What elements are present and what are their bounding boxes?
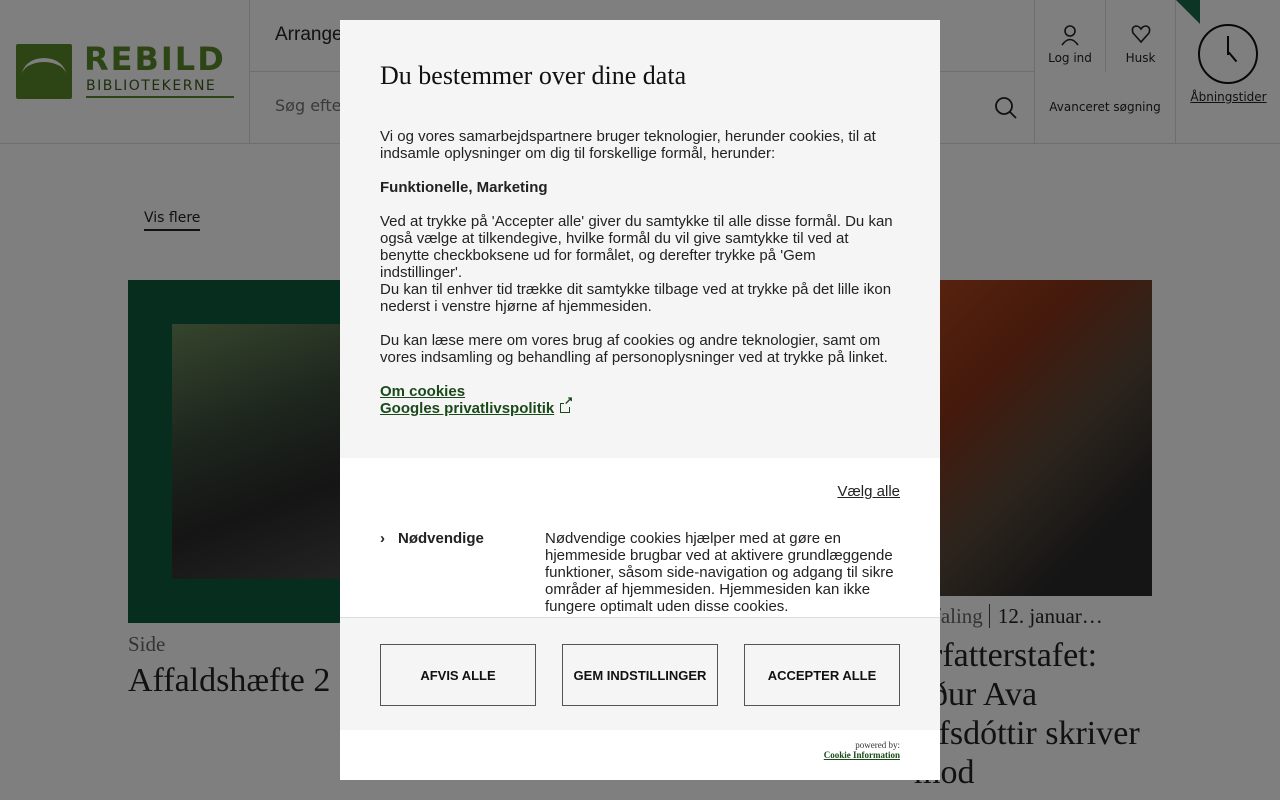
provider-link[interactable]: Cookie Information bbox=[823, 750, 900, 760]
google-privacy-label: Googles privatlivspolitik bbox=[380, 400, 555, 417]
accept-all-button[interactable]: ACCEPTER ALLE bbox=[744, 644, 900, 706]
purposes-text: Funktionelle, Marketing bbox=[380, 179, 548, 196]
intro-text: Vi og vores samarbejdspartnere bruger teknologier, herunder cookies, til at indsamle oplysninger om dig til forskellige formål, herunder: bbox=[380, 128, 876, 162]
consent-categories bbox=[340, 458, 940, 617]
powered-by-label: powered by: bbox=[855, 740, 900, 750]
consent-header bbox=[340, 20, 940, 458]
reject-all-button[interactable]: AFVIS ALLE bbox=[380, 644, 536, 706]
category-description: Nødvendige cookies hjælper med at gøre en hjemmeside brugbar ved at aktivere grundlæggende funktioner, såsom side-navigation og adgang til sikre områder af hjemmesiden. Hjemmesiden kan ikke fungere optimalt uden disse cookies. bbox=[545, 530, 894, 615]
cookie-consent-dialog bbox=[340, 20, 940, 780]
external-link-icon bbox=[560, 403, 570, 413]
dialog-title: Du bestemmer over dine data bbox=[380, 61, 687, 90]
about-cookies-link[interactable]: Om cookies bbox=[380, 383, 466, 400]
withdraw-text: Du kan til enhver tid trække dit samtykke tilbage ved at trykke på det lille ikon nederst i venstre hjørne af hjemmesiden. bbox=[380, 281, 892, 315]
category-name: Nødvendige bbox=[398, 530, 484, 547]
consent-text: Ved at trykke på 'Accepter alle' giver du samtykke til alle disse formål. Du kan også vælge at tilkendegive, hvilke formål du vil give samtykke til ved at benytte checkboksene ud for formålet, og derefter trykke på 'Gem indstillinger'. bbox=[380, 213, 893, 281]
google-privacy-link[interactable] bbox=[380, 400, 900, 417]
consent-footer bbox=[340, 730, 940, 780]
chevron-right-icon: › bbox=[380, 530, 385, 547]
read-more-text: Du kan læse mere om vores brug af cookies og andre teknologier, samt om vores indsamling og behandling af personoplysninger ved at trykke på linket. bbox=[380, 332, 888, 366]
save-settings-button[interactable]: GEM INDSTILLINGER bbox=[562, 644, 718, 706]
category-toggle-necessary[interactable] bbox=[380, 530, 484, 547]
consent-actions bbox=[340, 617, 940, 730]
select-all-link[interactable]: Vælg alle bbox=[837, 483, 900, 500]
